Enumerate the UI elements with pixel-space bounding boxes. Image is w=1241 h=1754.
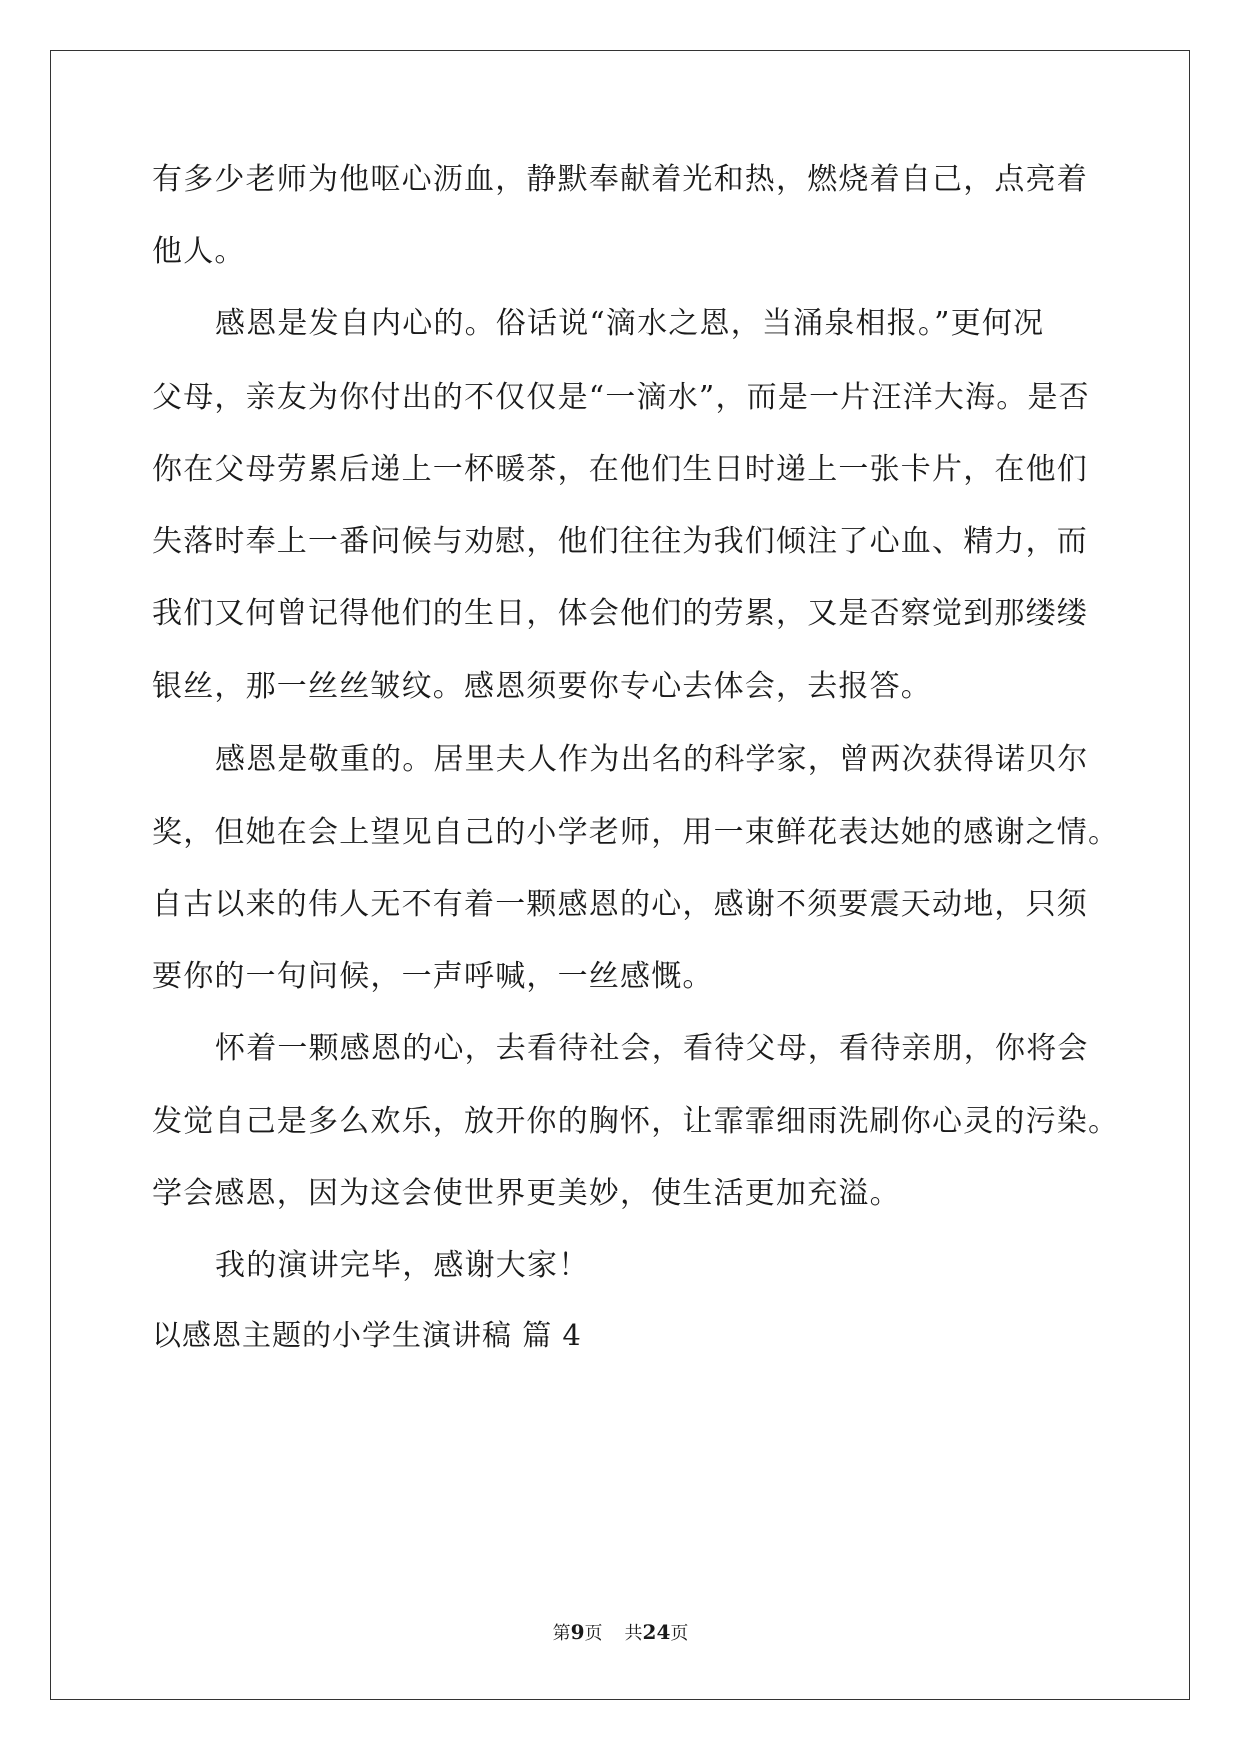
body-line: 失落时奉上一番问候与劝慰，他们往往为我们倾注了心血、精力，而 [152,524,1088,559]
body-line: 学会感恩，因为这会使世界更美妙，使生活更加充溢。 [152,1176,901,1211]
page-suffix: 页 [584,1623,603,1644]
paragraph-start: 我的演讲完毕，感谢大家！ [215,1248,590,1283]
page-number: 9 [570,1620,585,1644]
body-line: 发觉自己是多么欢乐，放开你的胸怀，让霏霏细雨洗刷你心灵的污染。 [152,1104,1120,1139]
total-prefix: 共 [624,1623,643,1644]
body-line: 奖，但她在会上望见自己的小学老师，用一束鲜花表达她的感谢之情。 [152,815,1120,850]
body-line: 你在父母劳累后递上一杯暖茶，在他们生日时递上一张卡片，在他们 [152,452,1088,487]
paragraph-start: 感恩是发自内心的。俗话说“滴水之恩，当涌泉相报。”更何况 [215,306,1045,341]
page-border [50,50,1190,1700]
paragraph-start: 怀着一颗感恩的心，去看待社会，看待父母，看待亲朋，你将会 [215,1031,1089,1066]
body-line: 要你的一句问候，一声呼喊，一丝感慨。 [152,959,714,994]
paragraph-start: 感恩是敬重的。居里夫人作为出名的科学家，曾两次获得诺贝尔 [215,742,1089,777]
body-line: 自古以来的伟人无不有着一颗感恩的心，感谢不须要震天动地，只须 [152,887,1088,922]
body-line: 银丝，那一丝丝皱纹。感恩须要你专心去体会，去报答。 [152,669,932,704]
section-heading: 以感恩主题的小学生演讲稿 篇 4 [152,1318,582,1352]
total-suffix: 页 [670,1623,689,1644]
body-line: 他人。 [152,234,246,269]
page-prefix: 第 [552,1623,571,1644]
body-line: 我们又何曾记得他们的生日，体会他们的劳累，又是否察觉到那缕缕 [152,596,1088,631]
page-footer [0,1620,1241,1646]
total-pages: 24 [642,1620,671,1644]
body-line: 父母，亲友为你付出的不仅仅是“一滴水”，而是一片汪洋大海。是否 [152,380,1090,415]
body-line: 有多少老师为他呕心沥血，静默奉献着光和热，燃烧着自己，点亮着 [152,162,1088,197]
